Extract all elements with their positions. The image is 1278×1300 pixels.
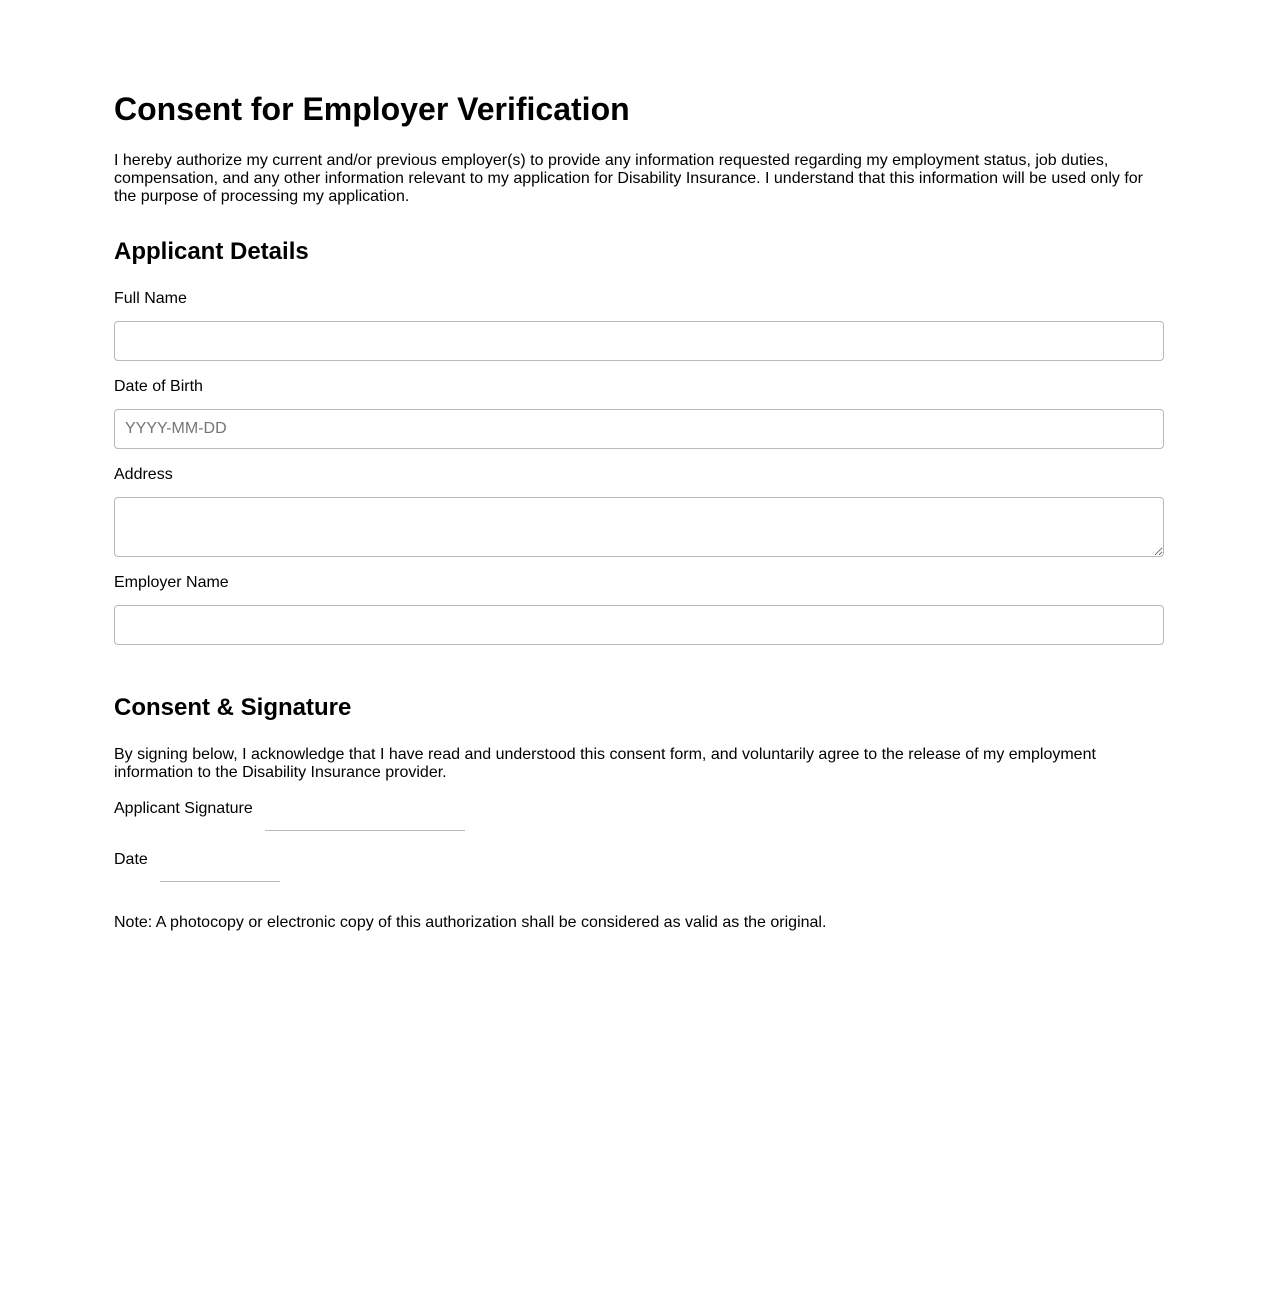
consent-signature-heading: Consent & Signature <box>114 694 352 721</box>
note-text: Note: A photocopy or electronic copy of this authorization shall be considered as valid as the original. <box>114 914 827 931</box>
full-name-input[interactable] <box>114 321 1164 361</box>
signature-line[interactable] <box>265 830 465 831</box>
date-line[interactable] <box>160 881 280 882</box>
address-label: Address <box>114 466 173 483</box>
date-label: Date <box>114 851 148 868</box>
full-name-label: Full Name <box>114 290 187 307</box>
address-textarea[interactable] <box>114 497 1164 557</box>
dob-input[interactable] <box>114 409 1164 449</box>
employer-name-input[interactable] <box>114 605 1164 645</box>
applicant-details-heading: Applicant Details <box>114 238 309 265</box>
dob-label: Date of Birth <box>114 378 203 395</box>
consent-text: By signing below, I acknowledge that I have read and understood this consent form, and voluntarily agree to the release of my employment information to the Disability Insurance provider. <box>114 746 1096 781</box>
employer-name-label: Employer Name <box>114 574 229 591</box>
intro-paragraph: I hereby authorize my current and/or previous employer(s) to provide any information requested regarding my employment status, job duties, compensation, and any other information relevant to my application for Disability Insurance. I understand that this information will be used only for the purpose of processing my application. <box>114 152 1143 205</box>
signature-label: Applicant Signature <box>114 800 253 817</box>
page-title: Consent for Employer Verification <box>114 91 630 127</box>
